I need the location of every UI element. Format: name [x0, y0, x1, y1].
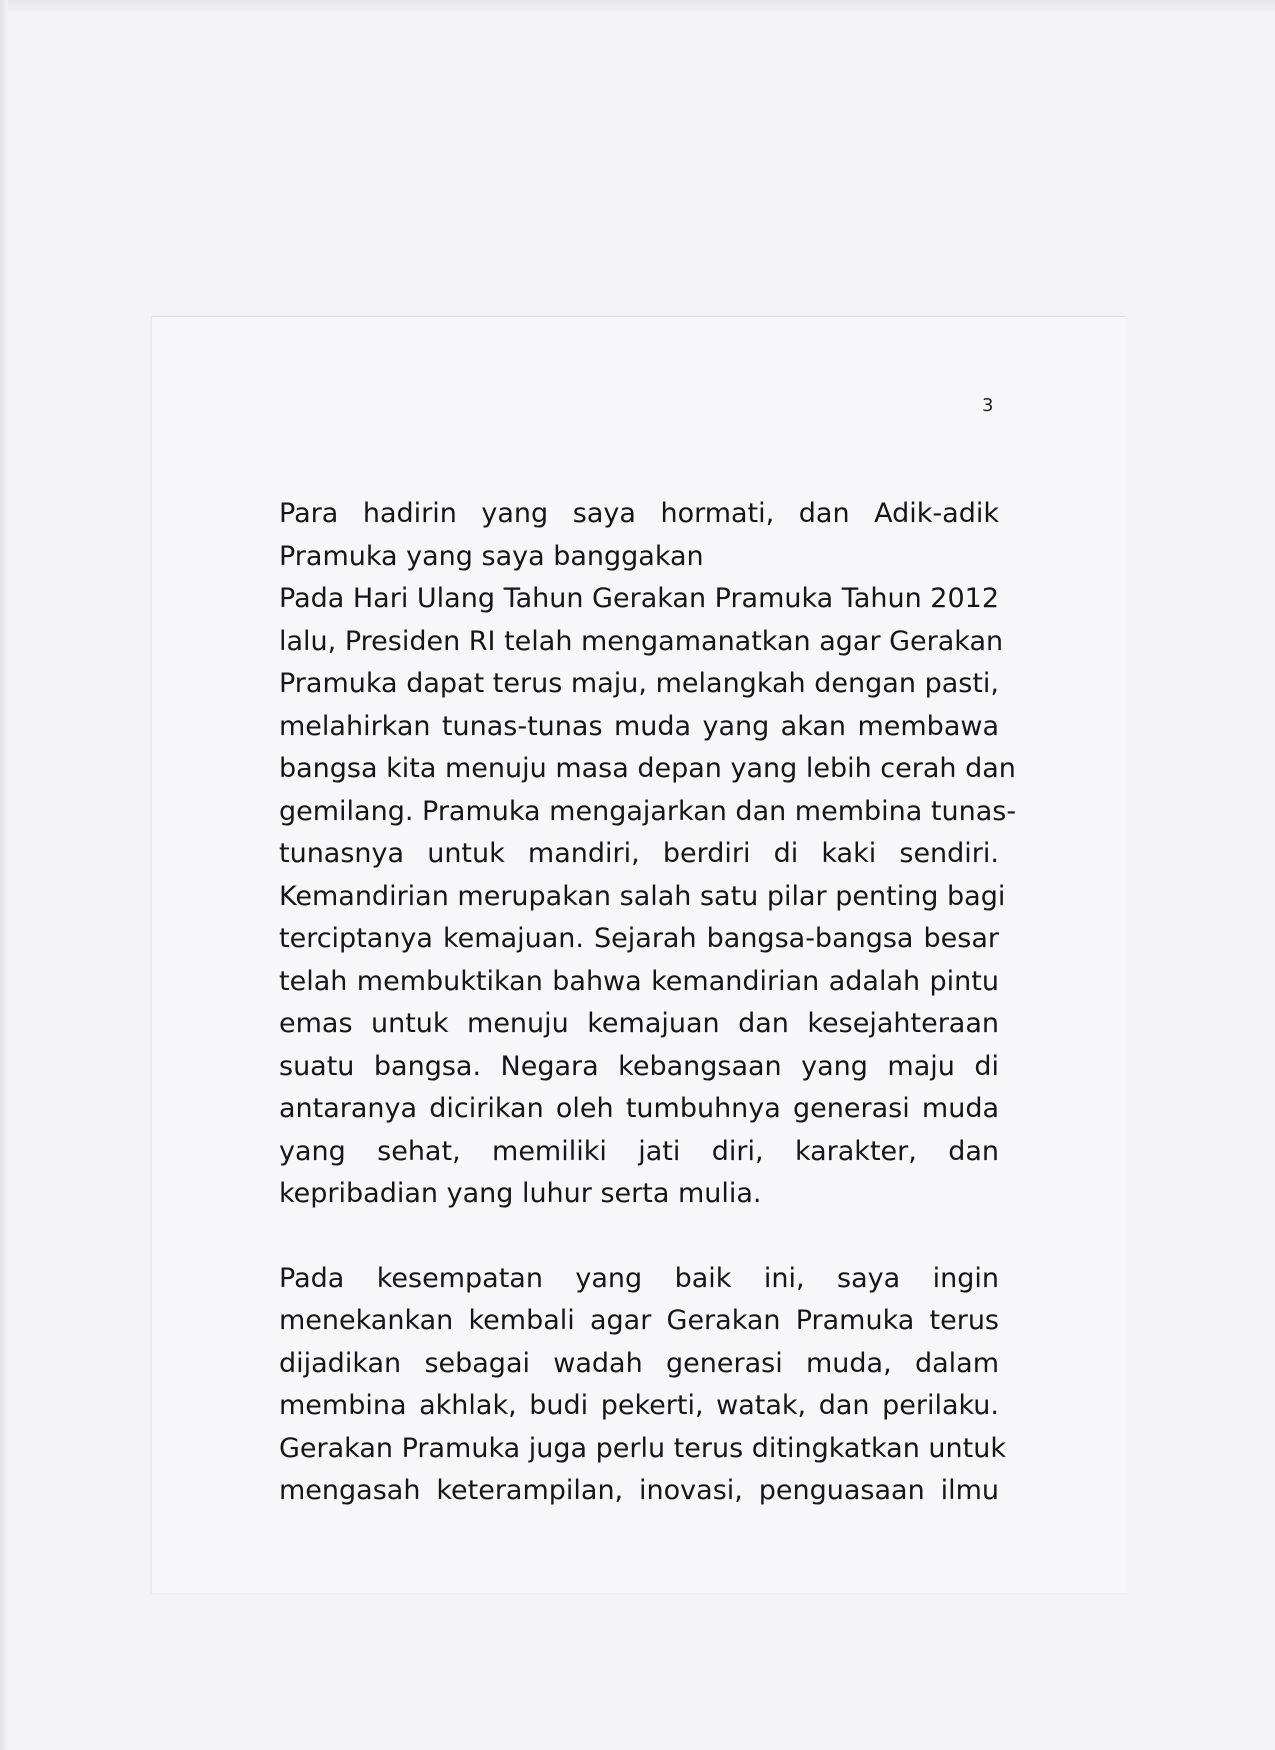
text-line: emas untuk menuju kemajuan dan kesejahteraan [279, 1008, 999, 1039]
text-line: bangsa kita menuju masa depan yang lebih cerah dan [279, 753, 1016, 784]
text-line: Pada Hari Ulang Tahun Gerakan Pramuka Tahun 2012 [279, 583, 999, 614]
text-line: terciptanya kemajuan. Sejarah bangsa-bangsa besar [279, 923, 999, 954]
paragraph-main [279, 578, 1017, 1216]
text-line: melahirkan tunas-tunas muda yang akan membawa [279, 710, 999, 742]
text-line: menekankan kembali agar Gerakan Pramuka terus [279, 1305, 999, 1336]
text-line: Kemandirian merupakan salah satu pilar penting bagi [279, 880, 1006, 912]
text-line: tunasnya untuk mandiri, berdiri di kaki sendiri. [279, 838, 999, 869]
text-line: antaranya dicirikan oleh tumbuhnya generasi muda [279, 1093, 999, 1124]
text-line: gemilang. Pramuka mengajarkan dan membina tunas- [279, 795, 1017, 827]
text-line: Pada kesempatan yang baik ini, saya ingin [279, 1262, 999, 1294]
page-number: 3 [982, 395, 994, 416]
paragraph-closing [279, 1258, 1006, 1513]
document-body [279, 493, 1017, 1513]
text-line: membina akhlak, budi pekerti, watak, dan perilaku. [279, 1390, 999, 1421]
text-line: dijadikan sebagai wadah generasi muda, dalam [279, 1347, 999, 1379]
text-line: suatu bangsa. Negara kebangsaan yang maju di [279, 1050, 999, 1082]
text-line: Gerakan Pramuka juga perlu terus ditingkatkan untuk [279, 1432, 1006, 1464]
text-line: Pramuka yang saya banggakan [279, 540, 704, 572]
paragraph-greeting [279, 493, 999, 578]
text-line: telah membuktikan bahwa kemandirian adalah pintu [279, 965, 999, 997]
text-line: kepribadian yang luhur serta mulia. [279, 1178, 762, 1209]
text-line: lalu, Presiden RI telah mengamanatkan agar Gerakan [279, 625, 1004, 657]
text-line: Para hadirin yang saya hormati, dan Adik-adik [279, 498, 999, 529]
paper-sheet [151, 316, 1126, 1593]
scan-edge-top [0, 0, 1275, 14]
scan-edge-left [0, 0, 8, 1750]
text-line: Pramuka dapat terus maju, melangkah dengan pasti, [279, 668, 999, 699]
text-line: yang sehat, memiliki jati diri, karakter, dan [279, 1135, 999, 1167]
text-line: mengasah keterampilan, inovasi, penguasaan ilmu [279, 1475, 999, 1506]
